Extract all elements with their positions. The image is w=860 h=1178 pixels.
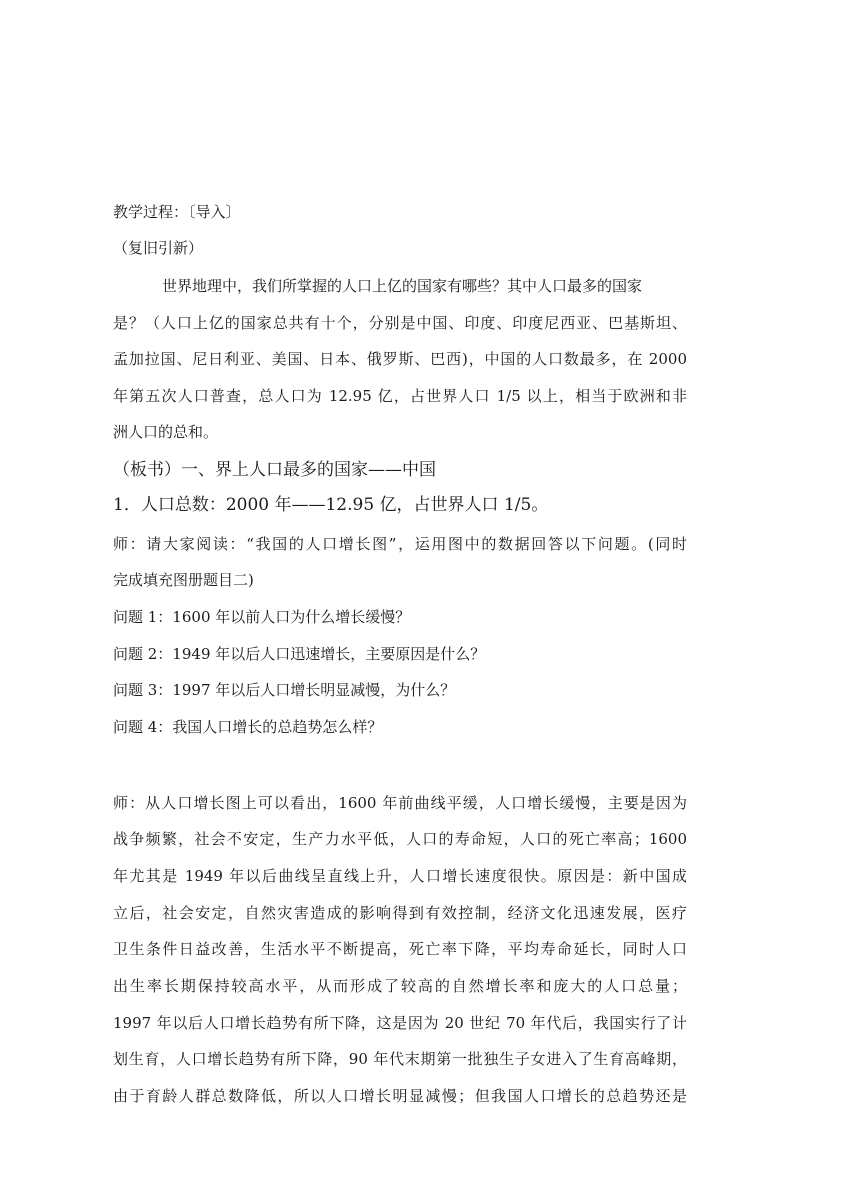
teacher-explanation-line: 卫生条件日益改善，生活水平不断提高，死亡率下降，平均寿命延长，同时人口: [113, 940, 687, 958]
teacher-explanation-line: 划生育，人口增长趋势有所下降，90 年代末期第一批独生子女进入了生育高峰期，: [113, 1050, 687, 1068]
review-intro-label: （复旧引新）: [113, 239, 204, 257]
paragraph1-line: 年第五次人口普查，总人口为 12.95 亿，占世界人口 1/5 以上，相当于欧洲和非: [113, 387, 687, 405]
teacher-explanation-line: 立后，社会安定，自然灾害造成的影响得到有效控制，经济文化迅速发展，医疗: [113, 904, 687, 922]
paragraph1-line: 孟加拉国、尼日利亚、美国、日本、俄罗斯、巴西)，中国的人口数最多，在 2000: [113, 350, 687, 368]
teaching-process-heading: 教学过程：〔导入〕: [113, 203, 241, 221]
paragraph1-line: 世界地理中，我们所掌握的人口上亿的国家有哪些？其中人口最多的国家: [162, 277, 643, 295]
teacher-explanation-line: 1997 年以后人口增长趋势有所下降，这是因为 20 世纪 70 年代后，我国实行了计: [113, 1014, 687, 1032]
paragraph1-line: 洲人口的总和。: [113, 423, 219, 441]
teacher-prompt-line: 师：请大家阅读：“我国的人口增长图”，运用图中的数据回答以下问题。(同时: [113, 535, 687, 553]
question-item: 问题 3：1997 年以后人口增长明显减慢，为什么？: [113, 681, 456, 699]
teacher-explanation-line: 年尤其是 1949 年以后曲线呈直线上升，人口增长速度很快。原因是：新中国成: [113, 867, 687, 885]
board-title: （板书）一、界上人口最多的国家——中国: [113, 460, 436, 480]
teacher-explanation-line: 出生率长期保持较高水平，从而形成了较高的自然增长率和庞大的人口总量；: [113, 977, 687, 995]
teacher-explanation-line: 战争频繁，社会不安定，生产力水平低，人口的寿命短，人口的死亡率高；1600: [113, 830, 687, 848]
teacher-explanation-line: 由于育龄人群总数降低，所以人口增长明显减慢；但我国人口增长的总趋势还是: [113, 1087, 687, 1105]
teacher-explanation-line: 师：从人口增长图上可以看出，1600 年前曲线平缓，人口增长缓慢，主要是因为: [113, 794, 687, 812]
board-item-population-total: 1．人口总数：2000 年——12.95 亿，占世界人口 1/5。: [113, 495, 549, 515]
teacher-prompt-line: 完成填充图册题目二): [113, 571, 254, 589]
question-item: 问题 1：1600 年以前人口为什么增长缓慢？: [113, 608, 411, 626]
question-item: 问题 2：1949 年以后人口迅速增长，主要原因是什么？: [113, 645, 486, 663]
paragraph1-line: 是？（人口上亿的国家总共有十个，分别是中国、印度、印度尼西亚、巴基斯坦、: [113, 314, 687, 332]
question-item: 问题 4：我国人口增长的总趋势怎么样？: [113, 718, 383, 736]
